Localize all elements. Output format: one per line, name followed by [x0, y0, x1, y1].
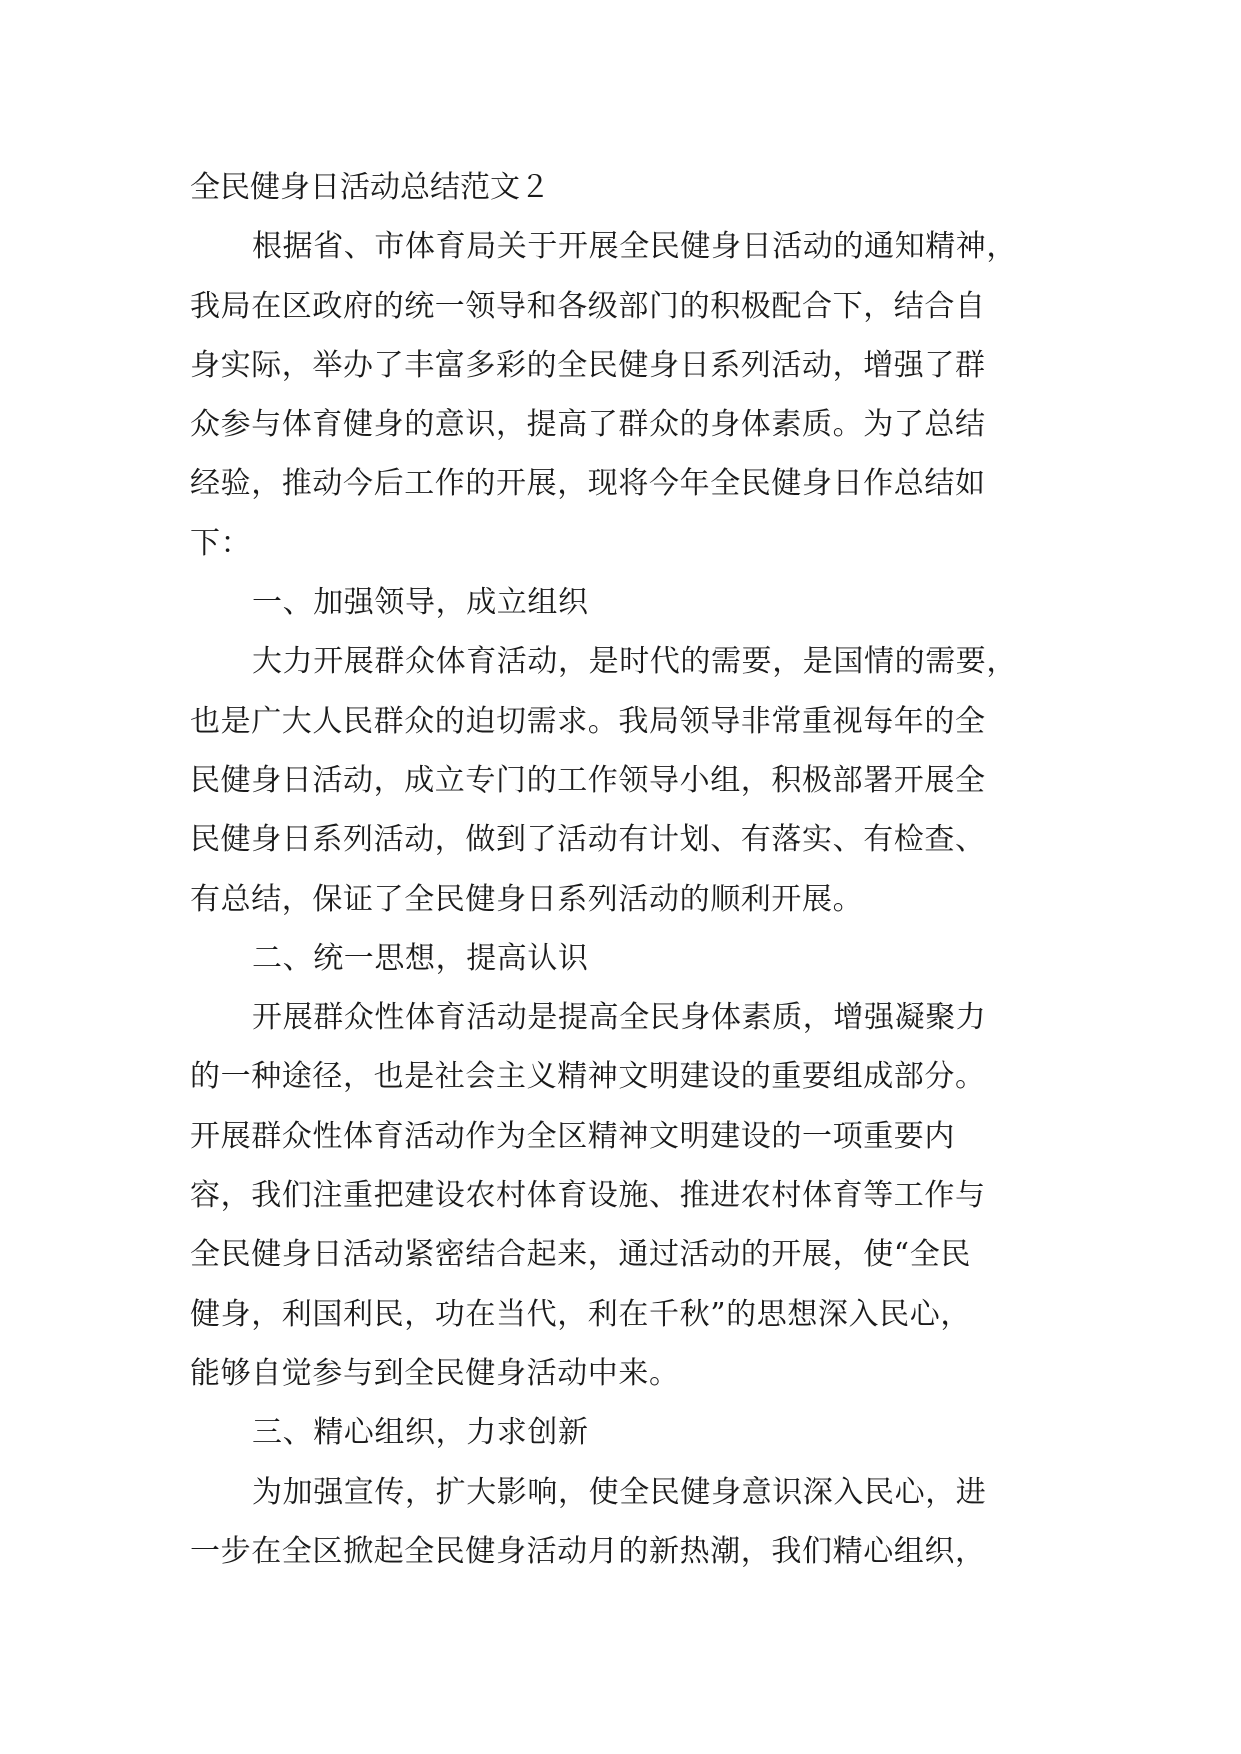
paragraph-line: 有总结，保证了全民健身日系列活动的顺利开展。 — [190, 881, 864, 917]
paragraph-line: 能够自觉参与到全民健身活动中来。 — [190, 1355, 680, 1391]
paragraph-line: 也是广大人民群众的迫切需求。我局领导非常重视每年的全 — [190, 703, 986, 739]
paragraph-line: 健身，利国利民，功在当代，利在千秋”的思想深入民心， — [190, 1296, 971, 1332]
paragraph-line: 的一种途径，也是社会主义精神文明建设的重要组成部分。 — [190, 1059, 986, 1095]
paragraph-line: 为加强宣传，扩大影响，使全民健身意识深入民心，进 — [252, 1474, 987, 1510]
paragraph-line: 经验，推动今后工作的开展，现将今年全民健身日作总结如 — [190, 466, 986, 502]
paragraph-line: 身实际，举办了丰富多彩的全民健身日系列活动，增强了群 — [190, 347, 986, 383]
paragraph-line: 大力开展群众体育活动，是时代的需要，是国情的需要， — [252, 644, 1017, 680]
paragraph-line: 开展群众性体育活动是提高全民身体素质，增强凝聚力 — [252, 1000, 987, 1036]
document-body — [190, 158, 1070, 1581]
section-heading: 二、统一思想，提高认识 — [252, 940, 589, 976]
paragraph-line: 下： — [190, 525, 252, 561]
paragraph-line: 全民健身日活动紧密结合起来，通过活动的开展，使“全民 — [190, 1237, 971, 1273]
paragraph-line: 民健身日系列活动，做到了活动有计划、有落实、有检查、 — [190, 822, 986, 858]
paragraph-line: 我局在区政府的统一领导和各级部门的积极配合下，结合自 — [190, 288, 986, 324]
paragraph-line: 一步在全区掀起全民健身活动月的新热潮，我们精心组织， — [190, 1533, 986, 1569]
paragraph-line: 根据省、市体育局关于开展全民健身日活动的通知精神， — [252, 229, 1017, 265]
paragraph-line: 民健身日活动，成立专门的工作领导小组，积极部署开展全 — [190, 762, 986, 798]
paragraph-line: 众参与体育健身的意识，提高了群众的身体素质。为了总结 — [190, 407, 986, 443]
paragraph-line: 开展群众性体育活动作为全区精神文明建设的一项重要内 — [190, 1118, 955, 1154]
section-heading: 三、精心组织，力求创新 — [252, 1415, 589, 1451]
document-title: 全民健身日活动总结范文２ — [190, 170, 550, 205]
paragraph-line: 容，我们注重把建设农村体育设施、推进农村体育等工作与 — [190, 1178, 986, 1214]
section-heading: 一、加强领导，成立组织 — [252, 585, 589, 621]
